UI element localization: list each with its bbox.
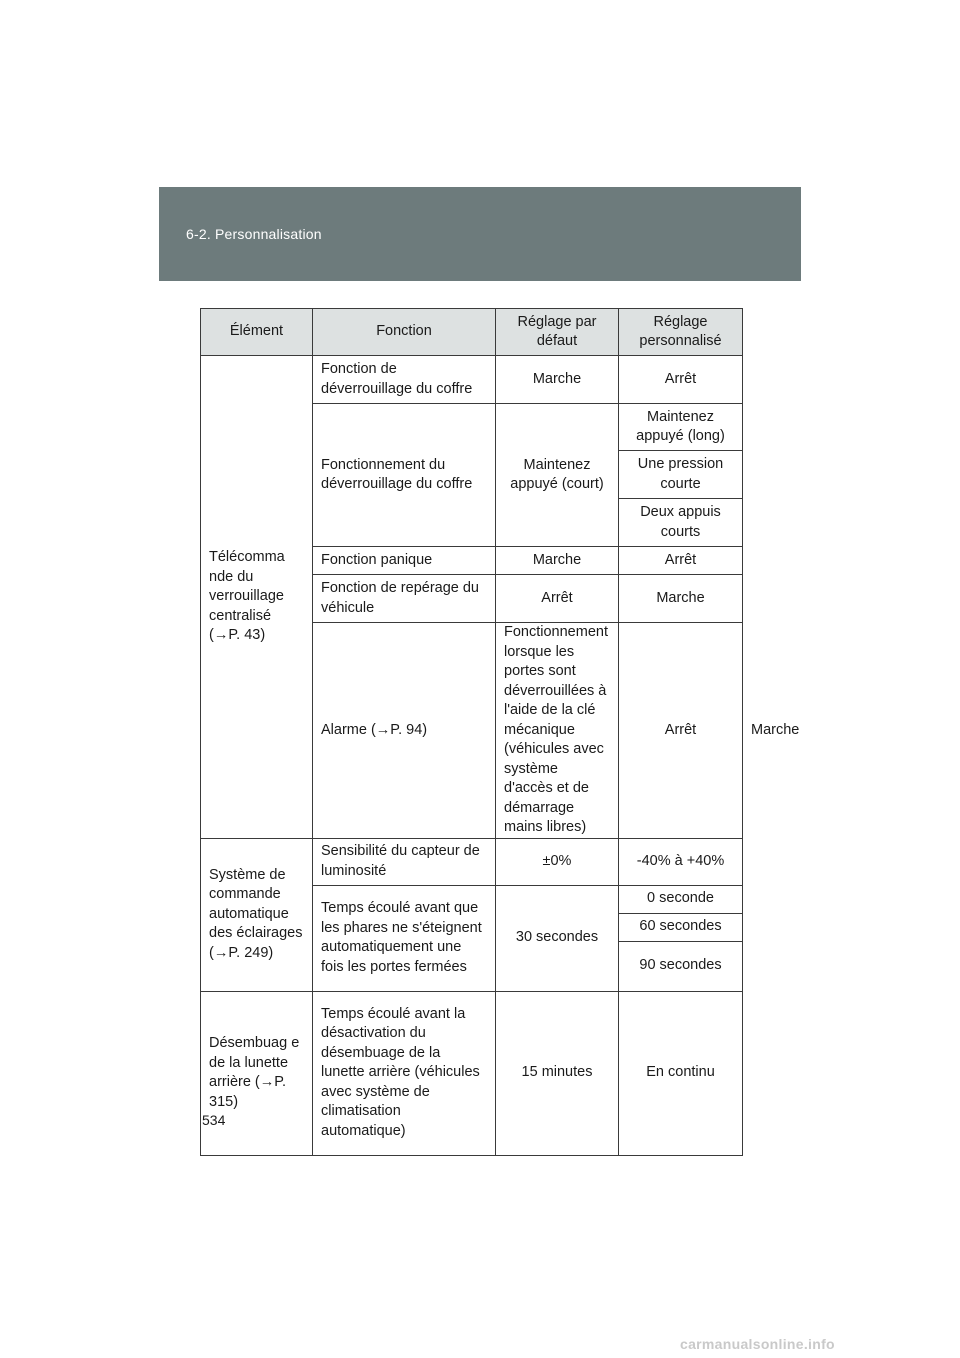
default-cell: Marche <box>496 356 619 404</box>
section-title: 6-2. Personnalisation <box>186 226 322 242</box>
default-cell: Marche <box>496 547 619 575</box>
table-row <box>201 356 743 404</box>
section-header-band <box>159 187 801 281</box>
custom-cell: Maintenez appuyé (long) <box>619 404 743 451</box>
header-function: Fonction <box>313 309 496 356</box>
custom-cell: Arrêt <box>619 356 743 404</box>
element-cell: Désembuag e de la lunette arrière (→P. 315) <box>201 991 313 1155</box>
custom-cell: 0 seconde <box>619 885 743 913</box>
element-cell: Système de commande automatique des éclairages (→P. 249) <box>201 838 313 991</box>
function-cell: Temps écoulé avant que les phares ne s'éteignent automatiquement une fois les portes fermées <box>313 885 496 991</box>
watermark: carmanualsonline.info <box>680 1336 835 1352</box>
function-cell: Temps écoulé avant la désactivation du désembuage de la lunette arrière (véhicules avec système de climatisation automatique) <box>313 991 496 1155</box>
default-cell: Maintenez appuyé (court) <box>496 404 619 547</box>
header-custom-setting: Réglage personnalisé <box>619 309 743 356</box>
table-row <box>201 838 743 885</box>
table-header-row <box>201 309 743 356</box>
custom-cell: Marche <box>619 575 743 623</box>
custom-cell: En continu <box>619 991 743 1155</box>
element-cell: Alarme (→P. 94) <box>313 623 496 839</box>
custom-cell: 90 secondes <box>619 941 743 991</box>
table-row <box>201 991 743 1155</box>
page-number: 534 <box>202 1112 226 1128</box>
function-cell: Fonction de déverrouillage du coffre <box>313 356 496 404</box>
header-element: Élément <box>201 309 313 356</box>
default-cell: 15 minutes <box>496 991 619 1155</box>
custom-cell: 60 secondes <box>619 913 743 941</box>
default-cell: Arrêt <box>496 575 619 623</box>
function-cell: Fonction de repérage du véhicule <box>313 575 496 623</box>
function-cell: Sensibilité du capteur de luminosité <box>313 838 496 885</box>
header-default-setting: Réglage par défaut <box>496 309 619 356</box>
default-cell: Arrêt <box>619 623 743 839</box>
customization-table <box>200 308 800 1156</box>
custom-cell: Arrêt <box>619 547 743 575</box>
custom-cell: Une pression courte <box>619 451 743 499</box>
default-cell: ±0% <box>496 838 619 885</box>
function-cell: Fonctionnement du déverrouillage du coffre <box>313 404 496 547</box>
default-cell: 30 secondes <box>496 885 619 991</box>
custom-cell: -40% à +40% <box>619 838 743 885</box>
custom-cell: Deux appuis courts <box>619 499 743 547</box>
table-row: Alarme (→P. 94) Fonctionnement lorsque les portes sont déverrouillées à l'aide de la clé mécanique (véhicules avec système d'accès et de démarrage mains libres) Arrêt Marche <box>201 623 743 839</box>
element-cell: Télécomma nde du verrouillage centralisé (→P. 43) <box>201 356 313 839</box>
function-cell: Fonctionnement lorsque les portes sont déverrouillées à l'aide de la clé mécanique (véhicules avec système d'accès et de démarrage mains libres) <box>496 623 619 839</box>
function-cell: Fonction panique <box>313 547 496 575</box>
